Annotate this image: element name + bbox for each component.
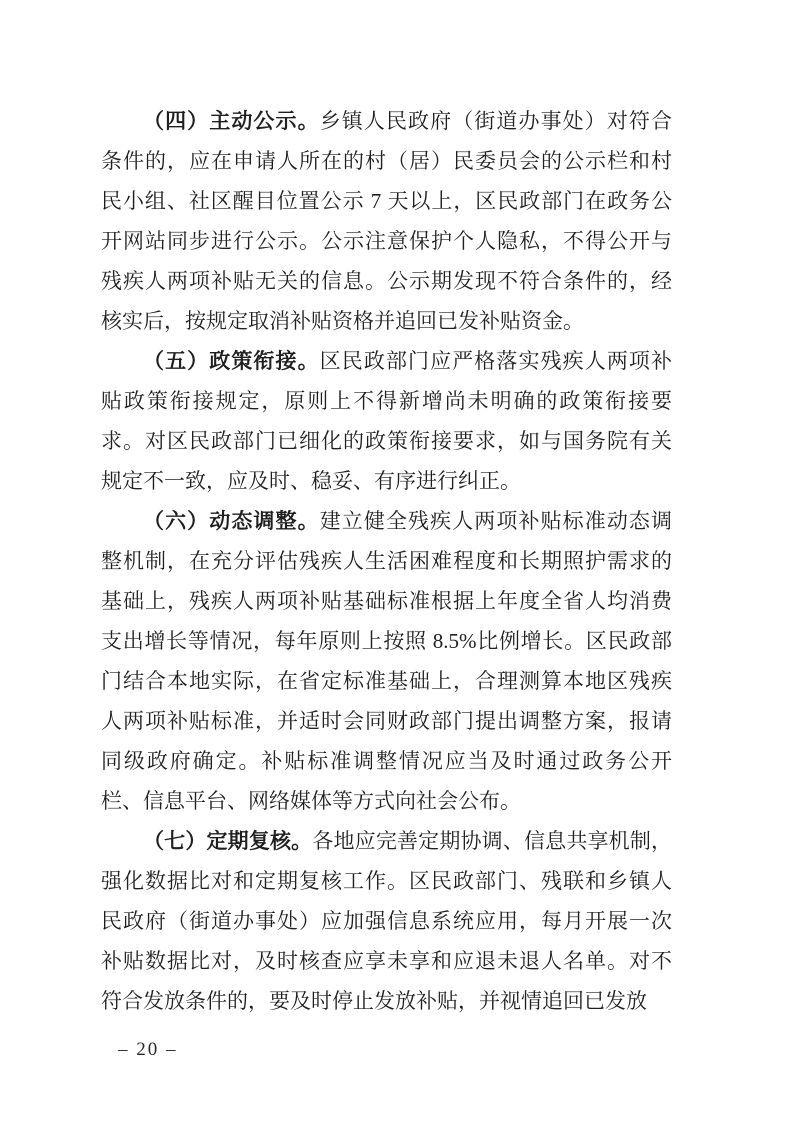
text-line: 核实后，按规定取消补贴资格并追回已发补贴资金。 (101, 309, 584, 333)
text-line: 同级政府确定。补贴标准调整情况应当及时通过政务公开 (101, 749, 672, 773)
paragraph-heading: （四）主动公示。 (143, 109, 320, 133)
paragraph-heading: （七）定期复核。 (143, 829, 313, 853)
text-line: 民政府（街道办事处）应加强信息系统应用，每月开展一次 (101, 909, 672, 933)
page-number: – 20 – (118, 1039, 178, 1060)
paragraph-5-policy-linkage (101, 341, 672, 501)
paragraph-text: 乡镇人民政府（街道办事处）对符合 (319, 109, 672, 133)
text-line: 补贴数据比对，及时核查应享未享和应退未退人名单。对不 (101, 949, 672, 973)
text-line: 整机制，在充分评估残疾人生活困难程度和长期照护需求的 (101, 549, 672, 573)
text-line: 民小组、社区醒目位置公示 7 天以上，区民政部门在政务公 (101, 189, 672, 213)
text-line (101, 821, 672, 861)
paragraph-7-periodic-review (101, 821, 672, 1021)
text-line: 贴政策衔接规定，原则上不得新增尚未明确的政策衔接要 (101, 389, 672, 413)
paragraph-heading: （六）动态调整。 (143, 509, 320, 533)
paragraph-text: 区民政部门应严格落实残疾人两项补 (319, 349, 672, 373)
text-block (101, 101, 672, 1021)
text-line: 符合发放条件的，要及时停止发放补贴，并视情追回已发放 (101, 989, 647, 1013)
text-line: 基础上，残疾人两项补贴基础标准根据上年度全省人均消费 (101, 589, 672, 613)
paragraph-heading: （五）政策衔接。 (143, 349, 320, 373)
paragraph-4-active-disclosure (101, 101, 672, 341)
text-line: 强化数据比对和定期复核工作。区民政部门、残联和乡镇人 (101, 869, 672, 893)
text-line: 条件的，应在申请人所在的村（居）民委员会的公示栏和村 (101, 149, 672, 173)
text-line (101, 101, 672, 141)
text-line: 门结合本地实际，在省定标准基础上，合理测算本地区残疾 (101, 669, 672, 693)
text-line: 开网站同步进行公示。公示注意保护个人隐私，不得公开与 (101, 229, 672, 253)
text-line: 残疾人两项补贴无关的信息。公示期发现不符合条件的，经 (101, 269, 672, 293)
text-line: 栏、信息平台、网络媒体等方式向社会公布。 (101, 789, 521, 813)
text-line (101, 501, 672, 541)
paragraph-text: 建立健全残疾人两项补贴标准动态调 (319, 509, 672, 533)
paragraph-6-dynamic-adjustment (101, 501, 672, 821)
text-line: 支出增长等情况，每年原则上按照 8.5%比例增长。区民政部 (101, 629, 672, 653)
paragraph-text: 各地应完善定期协调、信息共享机制， (312, 829, 672, 853)
text-line: 人两项补贴标准，并适时会同财政部门提出调整方案，报请 (101, 709, 672, 733)
text-line: 规定不一致，应及时、稳妥、有序进行纠正。 (101, 469, 521, 493)
text-line (101, 341, 672, 381)
text-line: 求。对区民政部门已细化的政策衔接要求，如与国务院有关 (101, 429, 672, 453)
